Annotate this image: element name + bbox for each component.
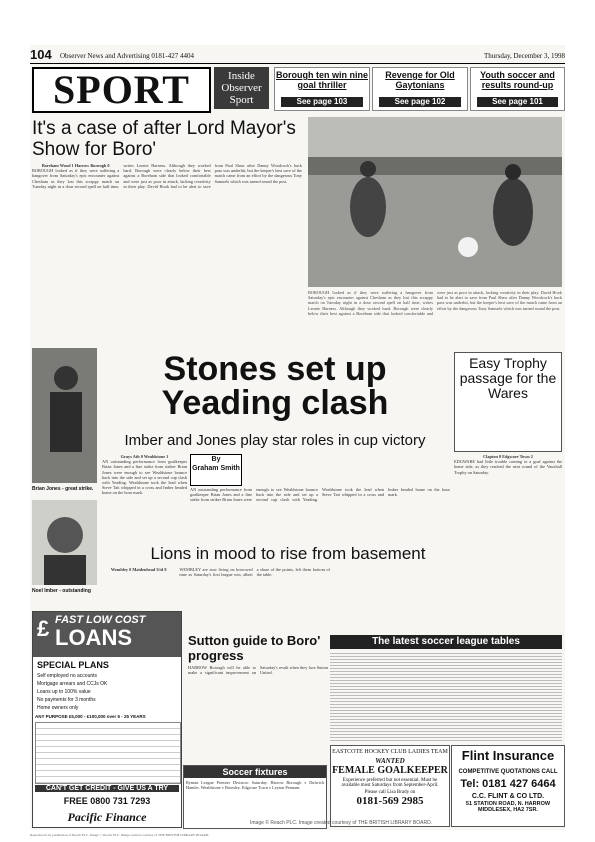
lions-subhead: Wembley 0 Maidenhead Utd 0 xyxy=(110,567,167,572)
noel-imber-photo xyxy=(32,500,97,585)
image-credit: Image © Reach PLC. Image created courtesy of THE BRITISH LIBRARY BOARD. xyxy=(250,820,433,826)
sutton-body: HARROW Borough will be able to make a significant improvement on Saturday's result when they face Sutton United. xyxy=(188,665,328,676)
hockey-role: FEMALE GOALKEEPER xyxy=(332,765,448,776)
hockey-phone: 0181-569 2985 xyxy=(356,795,424,807)
sutton-headline: Sutton guide to Boro' progress xyxy=(188,633,321,663)
teaser-page: See page 102 xyxy=(379,97,461,107)
league-tables xyxy=(330,651,562,741)
easy-body: EDGWARE had little trouble coming to a goal against the home side, as they reached the next round of the Vauxhall Trophy on Saturday. xyxy=(454,459,562,475)
flint-brand: Flint Insurance xyxy=(461,748,555,763)
byline-name: Graham Smith xyxy=(192,465,240,472)
loan-bullet: Mortgage arrears and CCJs OK xyxy=(37,681,108,687)
flint-company: C.C. FLINT & CO LTD. xyxy=(471,793,545,800)
brian-jones-photo xyxy=(32,348,97,483)
teaser-title: Borough ten win nine goal thriller xyxy=(276,70,368,90)
byline-label: By xyxy=(211,456,221,463)
easy-subhead: Clapton 0 Edgware Town 2 xyxy=(483,454,533,459)
stones-body: AN outstanding performance from goalkeeper Brian Jones and a fine strike from striker Brian Jones were enough to see Wealdstone bounce back into the side and set up a second cup clash with Yeading. Wealdstone took the lead when Steve Tait whipped in a cross and Imber headed home on the hour mark. xyxy=(102,459,187,496)
lead-article xyxy=(32,163,302,343)
stones-article-cont xyxy=(190,487,450,544)
hockey-contact: Please call Lisa Brady on xyxy=(364,790,416,795)
flint-address: 51 STATION ROAD, N. HARROW MIDDLESEX, HA2 7SR. xyxy=(465,801,551,813)
page-footer: Reproduced by permission of Reach PLC. Image © Reach PLC. Image created courtesy of THE BRITISH LIBRARY BOARD. xyxy=(30,833,210,837)
flint-tel: Tel: 0181 427 6464 xyxy=(460,778,556,790)
sutton-article xyxy=(188,665,328,761)
easy-article xyxy=(454,454,562,546)
lead-headline: It's a case of after Lord Mayor's Show for Boro' xyxy=(32,118,296,160)
lions-body: WEMBLEY are now living on borrowed time as Saturday's first league win, albeit a share of the points, left them bottom of the table. xyxy=(179,567,330,578)
cant-get-credit: CAN'T GET CREDIT - GIVE US A TRY xyxy=(35,785,179,792)
loans-rate-table xyxy=(35,722,181,784)
stones-subhead: Imber and Jones play star roles in cup victory xyxy=(124,432,426,449)
lead-article-cont xyxy=(308,290,562,342)
teaser-revenge xyxy=(372,67,468,111)
hockey-text: Experience preferred but not essential. Must be available most Saturdays from September-April. xyxy=(341,778,439,788)
loans-banner xyxy=(33,612,181,657)
loans-advert xyxy=(32,611,182,828)
loan-bullet: No payments for 3 months xyxy=(37,697,96,703)
lead-body-cont: BOROUGH looked as if they were suffering a hangover from Saturday's epic encounter against Chesham as they lost this scrappy match on Tuesday night in a dour second spell on half time, writes Leonie Harness. Although they worked hard, Borough were clearly below their best against a Boreham side that looked comfortable and were just as poor in attack, lacking creativity in their play. David Hook had to be alert to save from Paul Shaw after Danny Woodcock's back pass was underhit, but the keeper's best save of the match came from an effort by the dangerous Tony Samuels which was turned round the post. xyxy=(308,290,562,316)
newspaper-page xyxy=(30,45,565,837)
match-photo xyxy=(308,117,562,287)
hockey-advert xyxy=(330,745,450,827)
masthead-title: SPORT xyxy=(53,67,190,112)
teaser-title: Revenge for Old Gaytonians xyxy=(385,70,455,90)
easy-trophy-box xyxy=(454,352,562,452)
teaser-page: See page 101 xyxy=(477,97,558,107)
special-plans: SPECIAL PLANS xyxy=(37,660,109,670)
fixtures-body: Ryman League Premier Division: Saturday. Harrow Borough v Dulwich Hamlet. Wealdstone v Bromley. Edgware Town v Leyton Pennant. xyxy=(186,780,324,791)
hockey-wanted: WANTED xyxy=(375,757,405,765)
flint-tag: COMPETITIVE QUOTATIONS CALL xyxy=(458,769,558,775)
flint-insurance-advert xyxy=(451,745,565,827)
brian-jones-image xyxy=(32,348,97,483)
teaser-borough xyxy=(274,67,370,111)
teaser-youth xyxy=(470,67,565,111)
loan-bullet: Loans up to 100% value xyxy=(37,689,91,695)
easy-headline: Easy Trophy passage for the Wares xyxy=(459,355,557,401)
match-photo-image xyxy=(308,117,562,287)
loan-bullet: Self employed no accounts xyxy=(37,673,98,679)
league-tables-title: The latest soccer league tables xyxy=(330,635,562,649)
fixtures-title: Soccer fixtures xyxy=(184,766,326,778)
stones-body-cont: AN outstanding performance from goalkeeper Brian Jones and a fine strike from striker Brian Jones were enough to see Wealdstone bounce back into the side and set up a second cup clash with Yeading. Wealdstone took the lead when Steve Tait whipped in a cross and Imber headed home on the hour mark. xyxy=(190,487,450,503)
loans-title: LOANS xyxy=(55,625,132,650)
fast-low-cost: FAST LOW COST xyxy=(55,614,146,626)
stones-headline: Stones set up Yeading clash xyxy=(161,350,389,422)
stones-score: Grays Ath 0 Wealdstone 1 xyxy=(120,454,169,459)
inside-observer-sport: Inside Observer Sport xyxy=(214,67,269,109)
page-number: 104 xyxy=(30,47,52,62)
page-header xyxy=(30,49,565,64)
hockey-club: EASTCOTE HOCKEY CLUB LADIES TEAM xyxy=(332,749,448,755)
teaser-title: Youth soccer and results round-up xyxy=(480,70,555,90)
publication-name: Observer News and Advertising 0181-427 4404 xyxy=(60,52,194,60)
noel-caption: Noel Imber - outstanding xyxy=(32,588,91,594)
pound-icon: £ xyxy=(37,616,50,641)
loans-phone: FREE 0800 731 7293 xyxy=(63,796,151,806)
byline-box xyxy=(190,454,242,486)
lead-body: BOROUGH looked as if they were suffering a hangover from Saturday's epic encounter against Chesham as they lost this scrappy match on Tuesday night in a dour second spell on half time, writes Leonie Harness. Although they worked hard, Borough were clearly below their best against a Boreham side that looked comfortable and were just as poor in attack, lacking creativity in their play. David Hook had to be alert to save from Paul Shaw after Danny Woodcock's back pass was underhit, but the keeper's best save of the match came from an effort by the dangerous Tony Samuels which was turned round the post. xyxy=(32,163,302,189)
brian-caption: Brian Jones - great strike. xyxy=(32,486,94,492)
any-purpose: ANY PURPOSE £5,000 - £100,000 over 5 - 25 YEARS xyxy=(35,714,146,719)
lead-subhead: Boreham Wood 1 Harrow Borough 0 xyxy=(41,163,110,168)
issue-date: Thursday, December 3, 1998 xyxy=(484,52,565,60)
teaser-page: See page 103 xyxy=(281,97,363,107)
sport-masthead xyxy=(32,67,211,113)
lions-headline: Lions in mood to rise from basement xyxy=(150,544,426,563)
loans-bullets xyxy=(37,672,127,712)
pacific-finance: Pacific Finance xyxy=(67,810,147,824)
noel-imber-image xyxy=(32,500,97,585)
loan-bullet: Home owners only xyxy=(37,705,79,711)
stones-article xyxy=(102,454,187,544)
